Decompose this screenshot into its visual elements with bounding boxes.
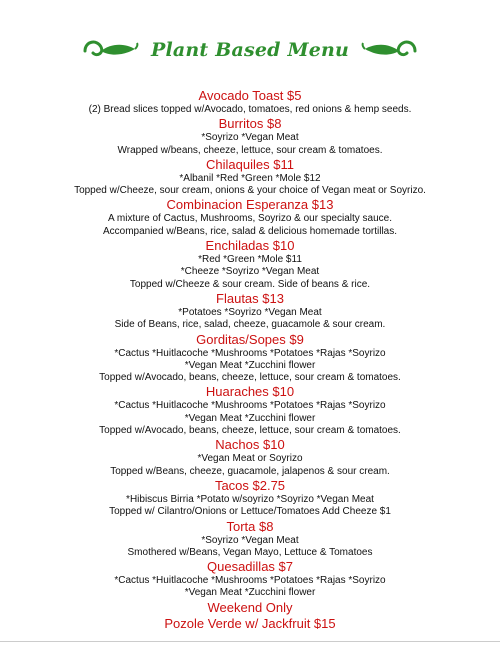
menu-item-description: *Red *Green *Mole $11 [198, 254, 302, 266]
menu-item [0, 384, 500, 437]
menu-item-name: Chilaquiles $11 [206, 156, 294, 172]
menu-item-description: *Vegan Meat *Zucchini flower [184, 359, 316, 371]
menu-item-name: Burritos $8 [218, 116, 282, 132]
menu-item-description: *Albanil *Red *Green *Mole $12 [179, 172, 321, 184]
menu-item [0, 157, 500, 198]
menu-item-name: Tacos $2.75 [214, 477, 286, 493]
weekend-special-item: Pozole Verde w/ Jackfruit $15 [164, 615, 336, 631]
menu-item-name: Torta $8 [226, 518, 274, 534]
menu-item-description: *Cactus *Huitlacoche *Mushrooms *Potatoes *Rajas *Soyrizo [114, 347, 386, 359]
menu-item [0, 437, 500, 478]
menu-item-description: A mixture of Cactus, Mushrooms, Soyrizo & our specialty sauce. [108, 213, 392, 225]
page-edge-divider [0, 641, 500, 642]
menu-item-description: Smothered w/Beans, Vegan Mayo, Lettuce & Tomatoes [127, 546, 373, 558]
menu-item [0, 238, 500, 291]
pepper-swirl-icon-left [81, 35, 139, 65]
menu-item-name: Nachos $10 [215, 437, 285, 453]
menu-item [0, 116, 500, 157]
menu-item-description: Topped w/ Cilantro/Onions or Lettuce/Tomatoes Add Cheeze $1 [109, 506, 391, 518]
menu-item [0, 197, 500, 238]
menu-item-description: *Vegan Meat *Zucchini flower [184, 587, 316, 599]
menu-item-name: Flautas $13 [216, 290, 284, 306]
menu-item-name: Combinacion Esperanza $13 [166, 197, 334, 213]
menu-item-name: Enchiladas $10 [205, 238, 295, 254]
menu-item [0, 332, 500, 385]
menu-item-description: (2) Bread slices topped w/Avocado, tomatoes, red onions & hemp seeds. [88, 104, 412, 115]
menu-title: Plant Based Menu [150, 39, 350, 61]
menu-item-description: *Cheeze *Soyrizo *Vegan Meat [180, 266, 320, 278]
menu-item-description: *Potatoes *Soyrizo *Vegan Meat [178, 306, 322, 318]
menu-header [0, 30, 500, 70]
menu-item-description: *Vegan Meat *Zucchini flower [184, 412, 316, 424]
menu-item [0, 291, 500, 332]
menu-item-name: Quesadillas $7 [207, 559, 293, 575]
pepper-swirl-icon-right [361, 35, 419, 65]
menu-item-description: *Vegan Meat or Soyrizo [197, 453, 303, 465]
menu-item-description: *Soyrizo *Vegan Meat [201, 132, 299, 144]
menu-item-description: Wrapped w/beans, cheeze, lettuce, sour cream & tomatoes. [117, 144, 383, 156]
menu-item [0, 559, 500, 600]
menu-item-description: Topped w/Cheeze, sour cream, onions & your choice of Vegan meat or Soyrizo. [74, 185, 426, 197]
menu-item-description: *Hibiscus Birria *Potato w/soyrizo *Soyrizo *Vegan Meat [126, 493, 374, 505]
menu-item-description: *Cactus *Huitlacoche *Mushrooms *Potatoes *Rajas *Soyrizo [114, 400, 386, 412]
menu-item-description: Topped w/Avocado, beans, cheeze, lettuce, sour cream & tomatoes. [99, 372, 401, 384]
menu-item [0, 88, 500, 116]
menu-item-description: Topped w/Beans, cheeze, guacamole, jalapenos & sour cream. [110, 465, 390, 477]
menu-item-name: Huaraches $10 [205, 384, 295, 400]
menu-list [0, 88, 500, 632]
menu-item-description: Accompanied w/Beans, rice, salad & delicious homemade tortillas. [102, 225, 398, 237]
menu-item [0, 519, 500, 560]
menu-item-description: Side of Beans, rice, salad, cheeze, guacamole & sour cream. [114, 319, 386, 331]
menu-item-description: Topped w/Avocado, beans, cheeze, lettuce, sour cream & tomatoes. [99, 425, 401, 437]
menu-item-name: Avocado Toast $5 [198, 88, 302, 103]
menu-item-description: *Soyrizo *Vegan Meat [201, 534, 299, 546]
menu-item-description: Topped w/Cheeze & sour cream. Side of beans & rice. [129, 278, 371, 290]
menu-item-description: *Cactus *Huitlacoche *Mushrooms *Potatoes *Rajas *Soyrizo [114, 575, 386, 587]
weekend-only-heading: Weekend Only [207, 599, 293, 615]
menu-item-name: Gorditas/Sopes $9 [196, 331, 304, 347]
menu-item [0, 478, 500, 519]
